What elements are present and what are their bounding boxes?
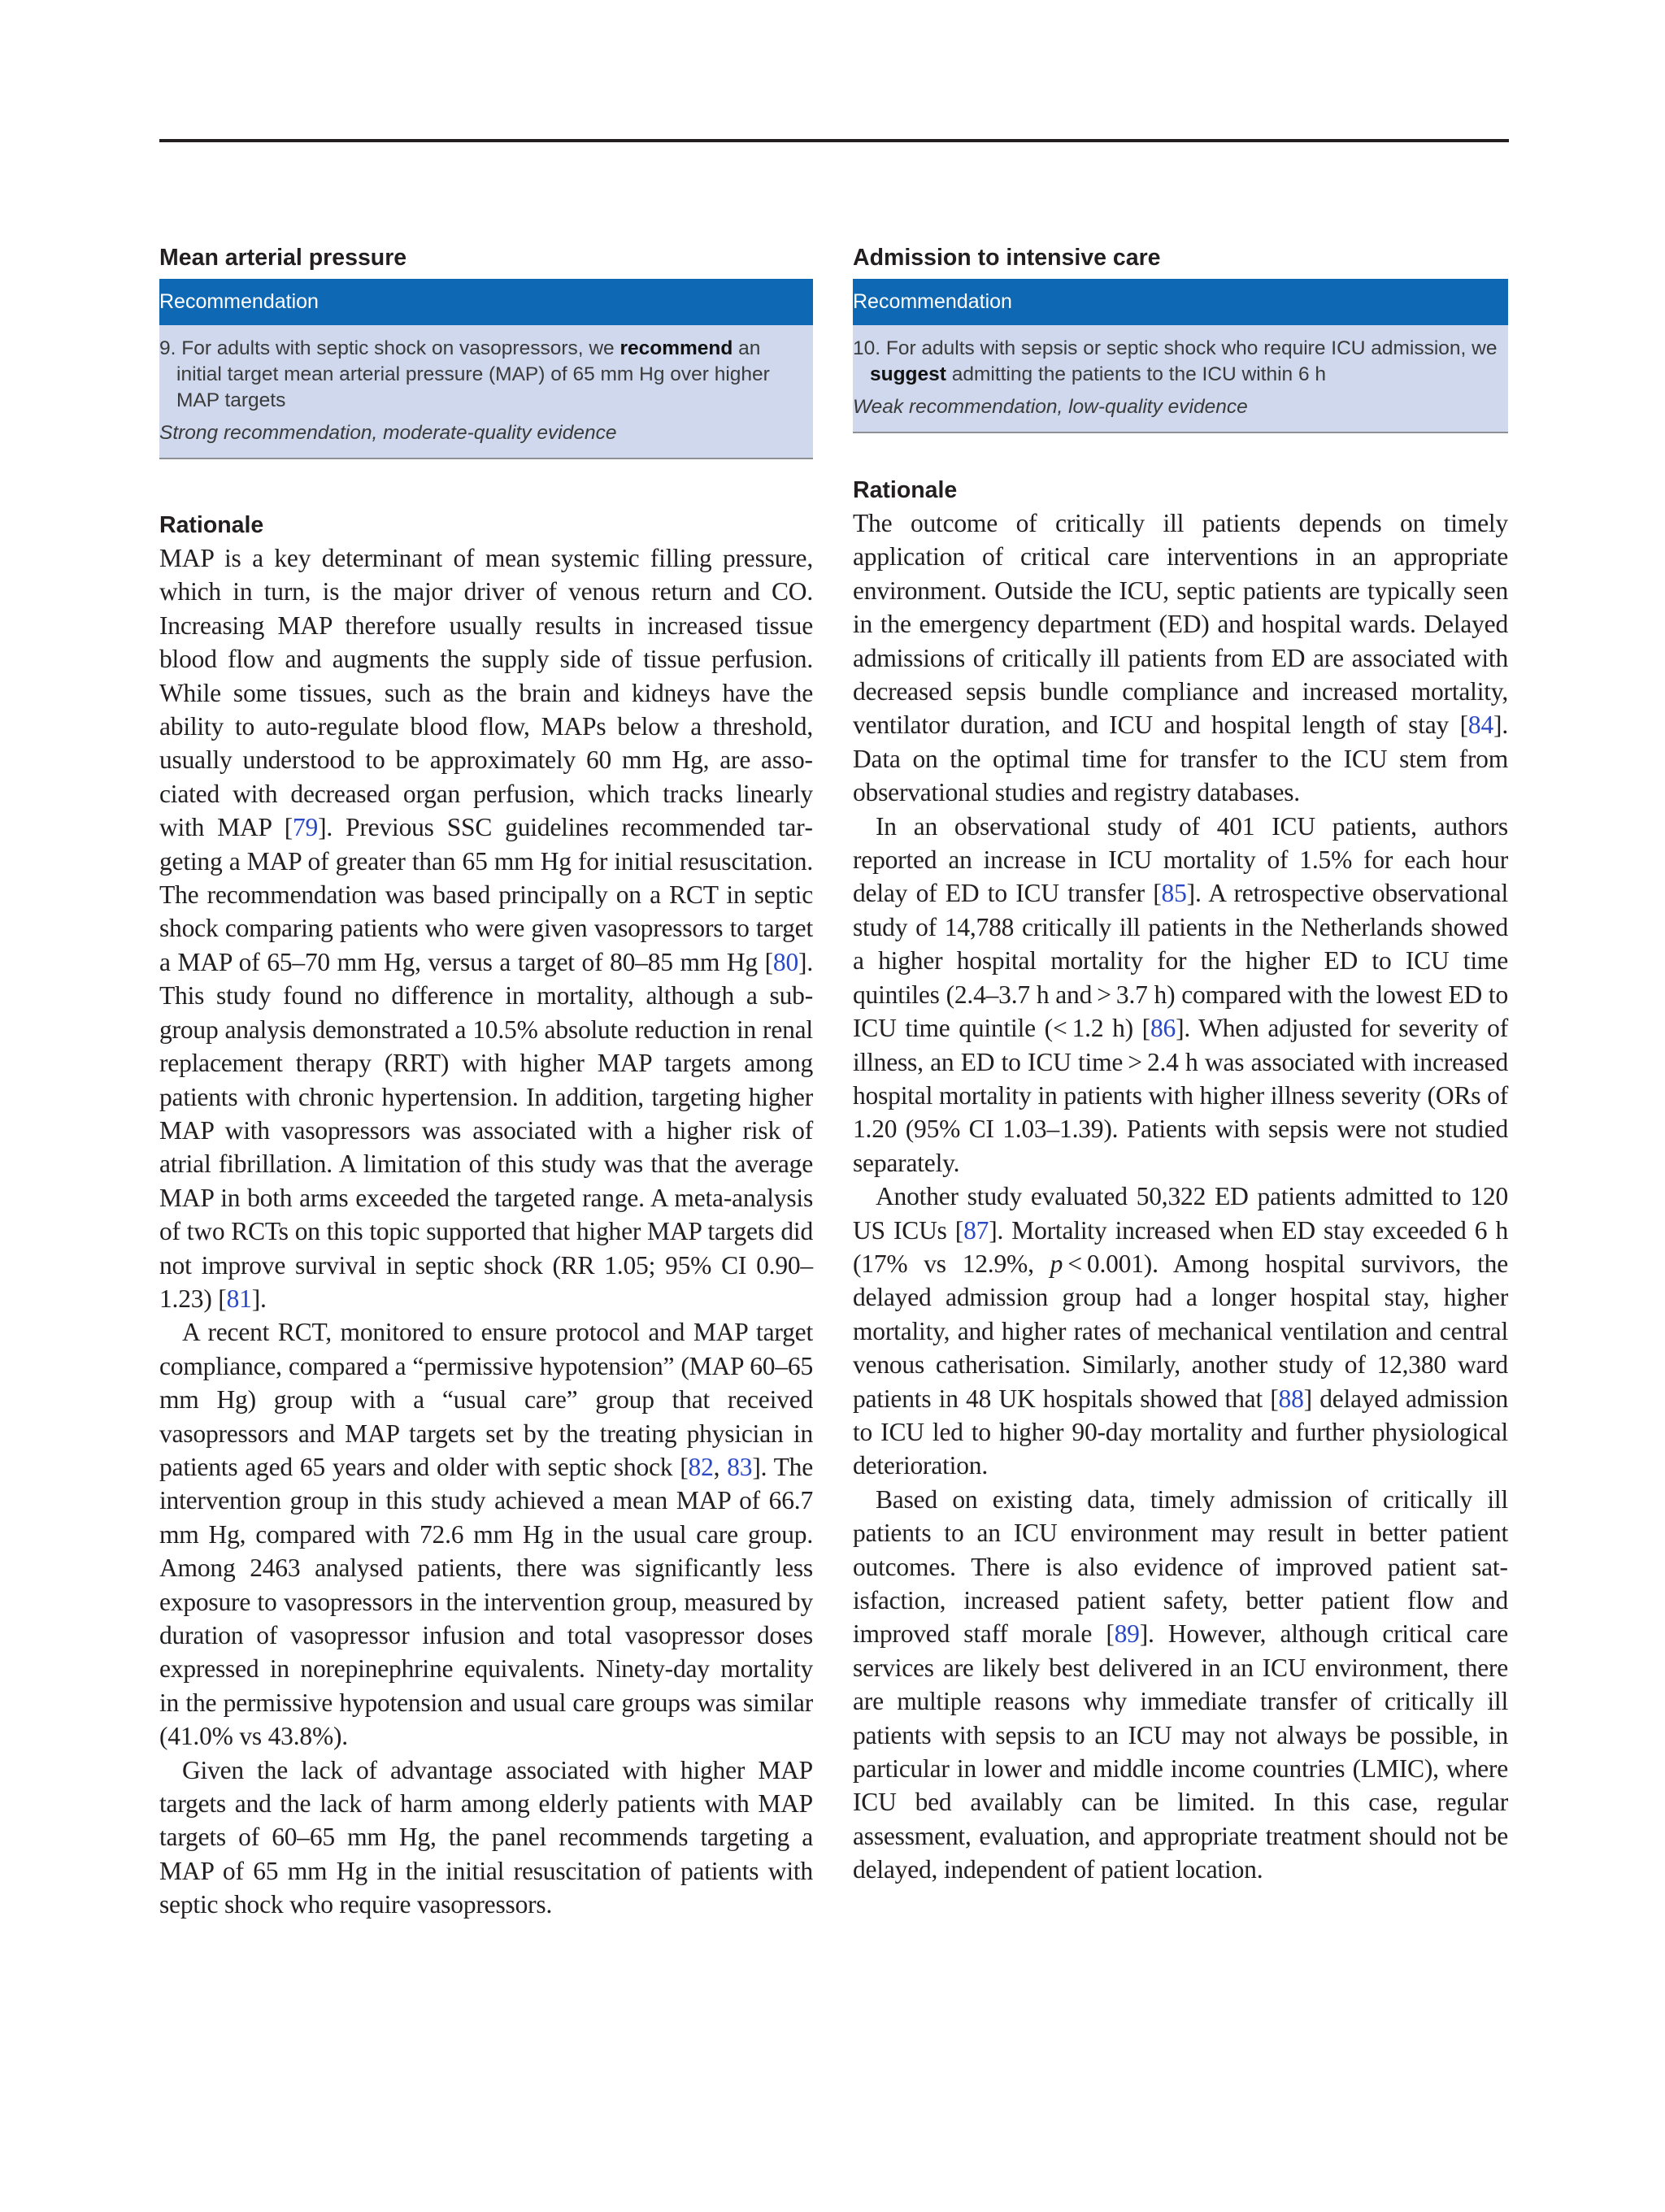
citation-link[interactable]: 85 <box>1161 879 1187 908</box>
rationale-heading: Rationale <box>853 477 958 503</box>
recommendation-box-10 <box>853 279 1508 433</box>
recommendation-body <box>853 325 1508 432</box>
evidence-grade: Weak recommendation, low-quality evidence <box>853 396 1248 418</box>
recommendation-text: 9. For adults with septic shock on vasopressors, we recommend an initial target mean arterial pressure (MAP) of 65 mm Hg over higher MAP targets <box>159 337 770 411</box>
citation-link[interactable]: 82 <box>688 1452 714 1481</box>
citation-link[interactable]: 88 <box>1278 1384 1304 1413</box>
citation-link[interactable]: 86 <box>1150 1014 1176 1043</box>
body-paragraph: In an observational study of 401 ICU patients, authors reported an increase in ICU mortality of 1.5% for each hour delay of ED to ICU transfer [85]. A retrospective observational study of 14,788 critically ill patients in the Netherlands showed a higher hospital mortality for the higher ED to ICU time quintiles (2.4–3.7 h and > 3.7 h) compared with the lowest ED to ICU time quintile (< 1.2 h) [86]. When adjusted for severity of illness, an ED to ICU time > 2.4 h was associated with increased hospital mortality in patients with higher illness severity (ORs of 1.20 (95% CI 1.03–1.39). Patients with sepsis were not studied separately. <box>853 811 1508 1177</box>
recommendation-body <box>159 325 813 458</box>
citation-link[interactable]: 89 <box>1114 1619 1140 1649</box>
citation-link[interactable]: 79 <box>293 813 319 842</box>
body-paragraph: Based on existing data, timely admission of critically ill patients to an ICU environment may result in better patient outcomes. There is also evidence of improved patient satisfaction, increased patient safety, better patient flow and improved staff morale [89]. However, although critical care services are likely best delivered in an ICU environment, there are multiple reasons why immediate transfer of critically ill patients with sepsis to an ICU may not always be possible, in particular in lower and middle income countries (LMIC), where ICU bed availably can be limited. In this case, regular assessment, evaluation, and appropriate treatment should not be delayed, independent of patient location. <box>853 1484 1508 1884</box>
recommendation-header: Recommendation <box>159 279 813 325</box>
body-paragraph: A recent RCT, monitored to ensure protocol and MAP target compliance, compared a “permissive hypotension” (MAP 60–65 mm Hg) group with a “usual care” group that received vasopressors and MAP targets set by the treating physician in patients aged 65 years and older with septic shock [82, 83]. The intervention group in this study achieved a mean MAP of 66.7 mm Hg, compared with 72.6 mm Hg in the usual care group. Among 2463 analysed patients, there was significantly less exposure to vasopressors in the intervention group, measured by duration of vasopressor infusion and total vasopressor doses expressed in norepinephrine equivalents. Ninety-day mortality in the permissive hypotension and usual care groups was similar (41.0% vs 43.8%). <box>159 1318 813 1751</box>
citation-link[interactable]: 83 <box>727 1452 753 1481</box>
body-paragraph: Another study evaluated 50,322 ED patients admitted to 120 US ICUs [87]. Mortality increased when ED stay exceeded 6 h (17% vs 12.9%, p < 0.001). Among hospital survivors, the delayed admission group had a longer hospital stay, higher mortality, and higher rates of mechanical ventilation and central venous catherisation. Similarly, another study of 12,380 ward patients in 48 UK hospitals showed that [88] delayed admission to ICU led to higher 90-day mortality and further physiological deterioration. <box>853 1182 1508 1480</box>
citation-link[interactable]: 81 <box>226 1284 252 1313</box>
body-paragraph: The outcome of critically ill patients depends on timely application of critical care interventions in an appropriate environment. Outside the ICU, septic patients are typically seen in the emergency department (ED) and hospital wards. Delayed admissions of critically ill patients from ED are associated with decreased sepsis bundle compliance and increased mortality, ventilator duration, and ICU and hospital length of stay [84]. Data on the optimal time for transfer to the ICU stem from observational studies and registry databases. <box>853 509 1508 807</box>
section-title-icu: Admission to intensive care <box>853 245 1161 271</box>
recommendation-text: 10. For adults with sepsis or septic shock who require ICU admission, we suggest admitting the patients to the ICU within 6 h <box>853 337 1498 385</box>
right-column <box>853 244 1508 1887</box>
citation-link[interactable]: 84 <box>1467 711 1494 740</box>
citation-link[interactable]: 80 <box>772 947 799 976</box>
rationale-heading: Rationale <box>159 512 264 538</box>
section-title-map: Mean arterial pressure <box>159 245 407 271</box>
header-rule <box>159 139 1509 142</box>
body-paragraph: MAP is a key determinant of mean systemic filling pressure, which in turn, is the major driver of venous return and CO. Increasing MAP therefore usually results in increased tissue blood flow and augments the supply side of tissue perfusion. While some tissues, such as the brain and kidneys have the ability to auto-regulate blood flow, MAPs below a threshold, usually understood to be approximately 60 mm Hg, are associated with decreased organ perfusion, which tracks linearly with MAP [79]. Previous SSC guidelines recommended targeting a MAP of greater than 65 mm Hg for initial resuscitation. The recommendation was based principally on a RCT in septic shock comparing patients who were given vasopressors to target a MAP of 65–70 mm Hg, versus a target of 80–85 mm Hg [80]. This study found no difference in mortality, although a sub-group analysis demonstrated a 10.5% absolute reduction in renal replacement therapy (RRT) with higher MAP targets among patients with chronic hypertension. In addition, targeting higher MAP with vasopressors was associated with a higher risk of atrial fibrillation. A limitation of this study was that the average MAP in both arms exceeded the targeted range. A meta-analysis of two RCTs on this topic supported that higher MAP targets did not improve survival in septic shock (RR 1.05; 95% CI 0.90–1.23) [81]. <box>159 544 813 1313</box>
recommendation-box-9 <box>159 279 813 459</box>
recommendation-header: Recommendation <box>853 279 1508 325</box>
citation-link[interactable]: 87 <box>963 1215 989 1245</box>
evidence-grade: Strong recommendation, moderate-quality evidence <box>159 422 617 444</box>
left-column <box>159 244 813 1922</box>
body-paragraph: Given the lack of advantage associated with higher MAP targets and the lack of harm among elderly patients with MAP targets of 60–65 mm Hg, the panel recommends targeting a MAP of 65 mm Hg in the initial resuscitation of patients with septic shock who require vasopressors. <box>159 1755 813 1919</box>
